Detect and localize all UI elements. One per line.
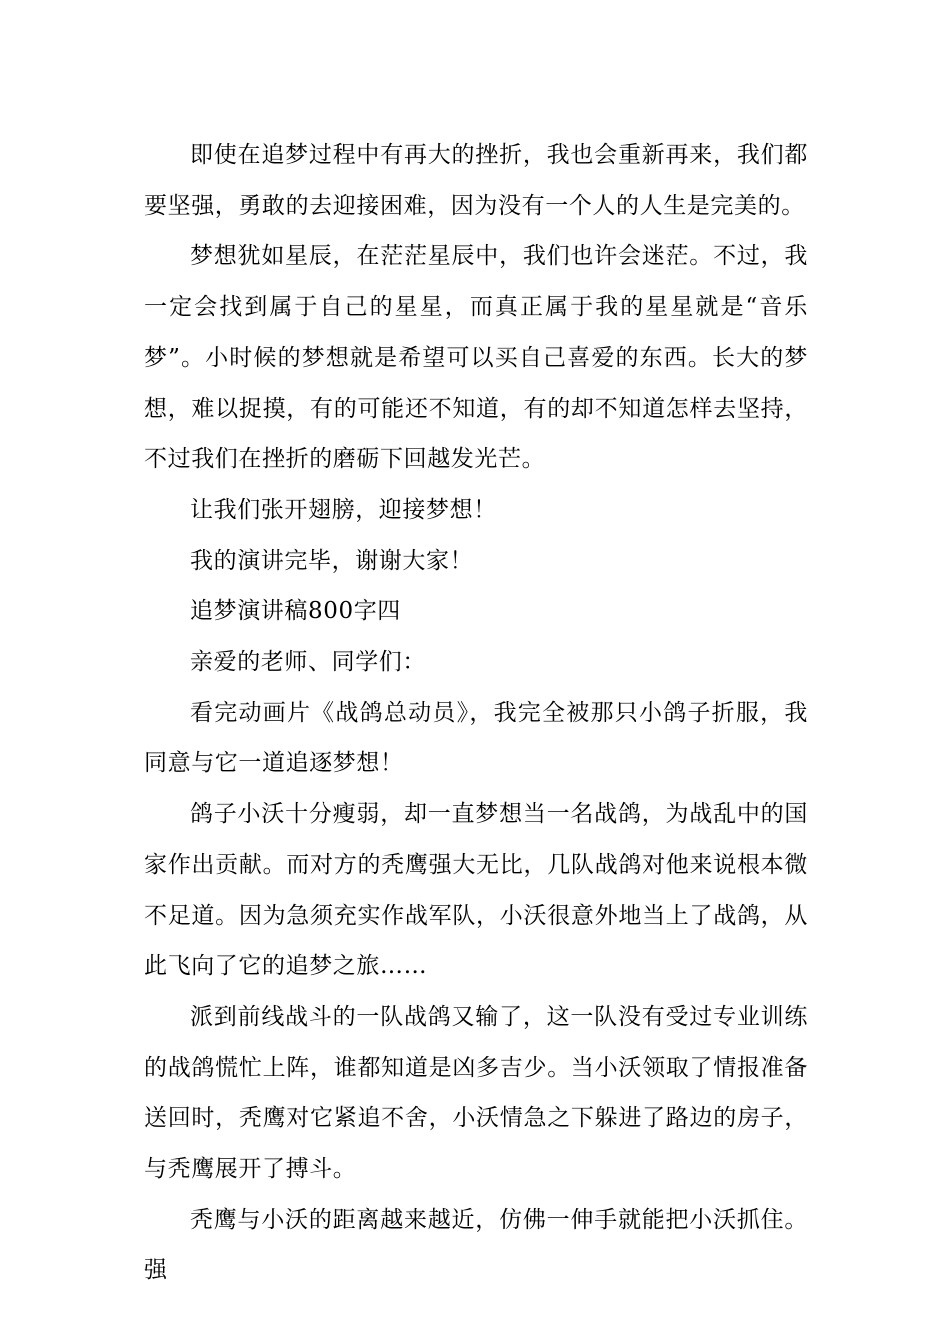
section-title: 追梦演讲稿800字四 — [190, 598, 401, 625]
paragraph-8: 鸽子小沃十分瘦弱，却一直梦想当一名战鸽，为战乱中的国家作出贡献。而对方的秃鹰强大无比，几队战鸽对他来说根本微不足道。因为急须充实作战军队，小沃很意外地当上了战鸽，从此飞向了它的追梦之旅…… — [144, 801, 808, 980]
paragraph-2: 梦想犹如星辰，在茫茫星辰中，我们也许会迷茫。不过，我一定会找到属于自己的星星，而真正属于我的星星就是“音乐梦”。小时候的梦想就是希望可以买自己喜爱的东西。长大的梦想，难以捉摸，有的可能还不知道，有的却不知道怎样去坚持，不过我们在挫折的磨砺下回越发光芒。 — [144, 243, 808, 473]
document-body — [144, 130, 808, 1296]
paragraph-10: 秃鹰与小沃的距离越来越近，仿佛一伸手就能把小沃抓住。强 — [144, 1206, 808, 1284]
paragraph-1: 即使在追梦过程中有再大的挫折，我也会重新再来，我们都要坚强，勇敢的去迎接困难，因为没有一个人的人生是完美的。 — [144, 142, 808, 219]
salutation: 亲爱的老师、同学们： — [190, 649, 426, 676]
paragraph-4: 我的演讲完毕，谢谢大家！ — [190, 547, 474, 574]
paragraph-9: 派到前线战斗的一队战鸽又输了，这一队没有受过专业训练的战鸽慌忙上阵，谁都知道是凶多吉少。当小沃领取了情报准备送回时，秃鹰对它紧追不舍，小沃情急之下躲进了路边的房子，与秃鹰展开了搏斗。 — [144, 1003, 808, 1183]
paragraph-7: 看完动画片《战鸽总动员》，我完全被那只小鸽子折服，我同意与它一道追逐梦想！ — [144, 699, 808, 777]
paragraph-3: 让我们张开翅膀，迎接梦想！ — [190, 496, 497, 523]
